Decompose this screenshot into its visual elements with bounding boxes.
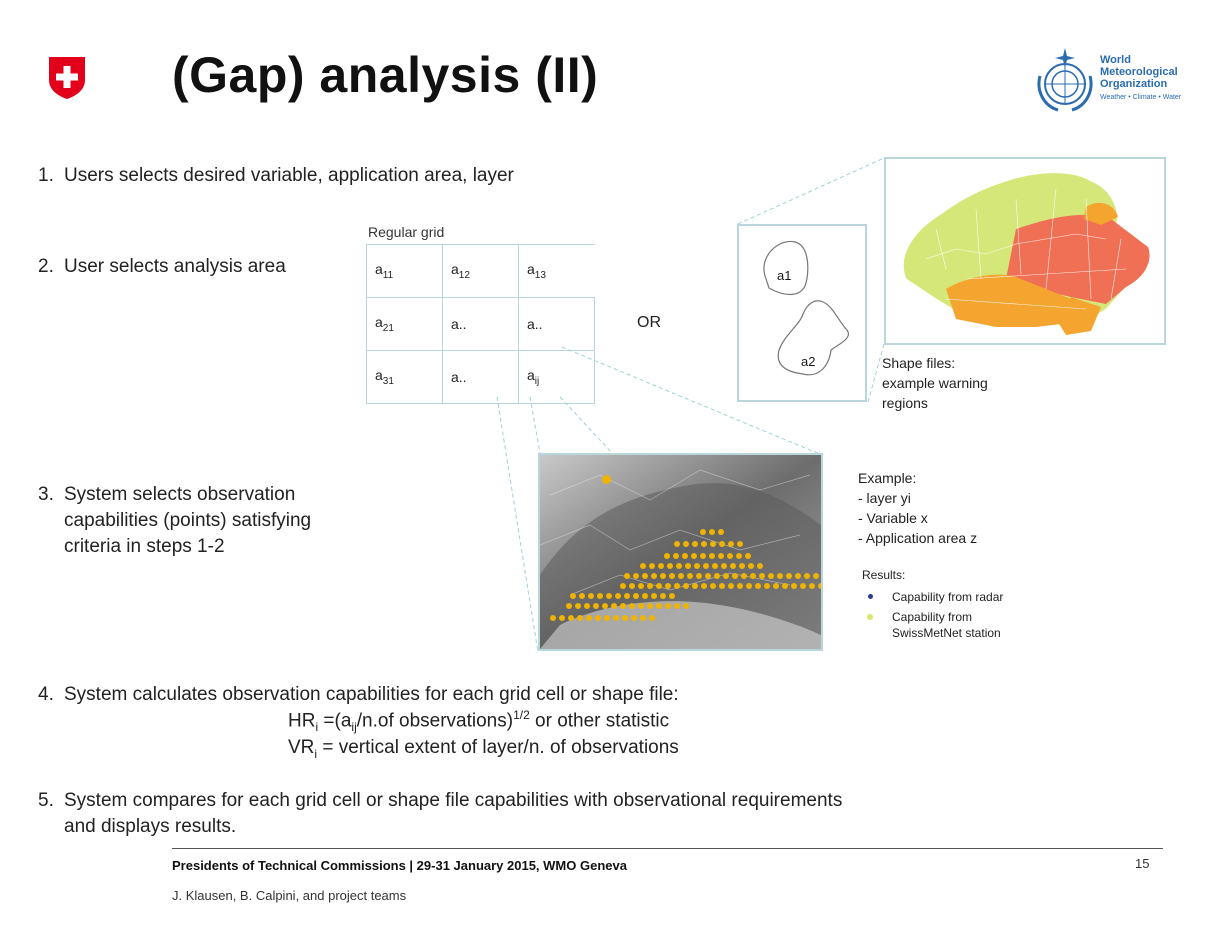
wmo-name-line1: World	[1100, 54, 1131, 66]
capability-dot	[685, 563, 691, 569]
grid-cell-a31: $a_{31}$	[367, 351, 443, 404]
shape-label-a1: a1	[777, 268, 792, 283]
capability-dot	[714, 573, 720, 579]
capability-dot	[700, 529, 706, 535]
capability-dot	[640, 615, 646, 621]
or-label: OR	[637, 314, 661, 331]
capability-dot	[631, 615, 637, 621]
capability-dot	[795, 573, 801, 579]
capability-dot	[804, 573, 810, 579]
capability-dot	[656, 583, 662, 589]
capability-dot	[719, 541, 725, 547]
capability-dot	[737, 541, 743, 547]
capability-dot	[748, 563, 754, 569]
capability-dot	[633, 593, 639, 599]
example-block	[858, 468, 977, 548]
capability-dot	[669, 573, 675, 579]
vr-formula: $VR_i$ = vertical extent of layer/n. of observations	[288, 737, 679, 761]
capability-dot	[568, 615, 574, 621]
capability-dot	[584, 603, 590, 609]
capability-dot	[566, 603, 572, 609]
shape-outlines	[739, 226, 865, 400]
grid-cell-a21: $a_{21}$	[367, 298, 443, 351]
capability-dot	[800, 583, 806, 589]
capability-dot	[577, 615, 583, 621]
step-2-number: 2.	[38, 256, 54, 277]
capability-dot	[730, 563, 736, 569]
capability-dot	[687, 573, 693, 579]
capability-dot	[710, 541, 716, 547]
capability-dot	[768, 573, 774, 579]
capability-dot	[683, 541, 689, 547]
capability-dot	[658, 563, 664, 569]
capability-dot	[559, 615, 565, 621]
step-5-line-1: System compares for each grid cell or shape file capabilities with observational requirements	[64, 790, 843, 811]
step-2-text: User selects analysis area	[64, 256, 286, 277]
caption-line-1: Shape files:	[882, 355, 956, 371]
capability-dot	[682, 553, 688, 559]
grid-cell-a13: $a_{13}$	[519, 245, 595, 298]
capability-dot	[651, 593, 657, 599]
capability-dot	[759, 573, 765, 579]
step-3-line-1: System selects observation	[64, 484, 296, 505]
capability-dot	[692, 541, 698, 547]
capability-dot	[588, 593, 594, 599]
capability-dot	[701, 541, 707, 547]
capability-dot	[694, 563, 700, 569]
page-number: 15	[1135, 856, 1150, 871]
grid-cell-a12: $a_{12}$	[443, 245, 519, 298]
capability-dot	[818, 583, 823, 589]
capability-dot	[736, 553, 742, 559]
capability-dot	[709, 553, 715, 559]
grid-cell-a11: $a_{11}$	[367, 245, 443, 298]
capability-dot	[649, 615, 655, 621]
capability-dot	[624, 573, 630, 579]
capability-dot	[570, 593, 576, 599]
capability-dot	[705, 573, 711, 579]
capability-dot	[660, 593, 666, 599]
capability-dot	[638, 583, 644, 589]
capability-dot	[718, 529, 724, 535]
capability-dot	[700, 553, 706, 559]
capability-dot	[602, 475, 611, 484]
grid-cell-a23: a..	[519, 298, 595, 351]
step-4	[38, 682, 679, 708]
capability-dot	[709, 529, 715, 535]
capability-dot	[664, 553, 670, 559]
shape-area-box	[737, 224, 867, 402]
shape-label-a2: a2	[801, 354, 816, 369]
results-legend	[862, 567, 1062, 641]
capability-dot	[633, 573, 639, 579]
capability-dot	[728, 583, 734, 589]
grid-cell-a22: a..	[443, 298, 519, 351]
capability-dot	[813, 573, 819, 579]
capability-dot	[712, 563, 718, 569]
footer-divider	[172, 848, 1163, 849]
capability-dot	[602, 603, 608, 609]
step-3-line-2: capabilities (points) satisfying	[64, 510, 312, 531]
capability-dot	[615, 593, 621, 599]
capability-dot	[683, 583, 689, 589]
capability-dot	[696, 573, 702, 579]
step-5	[38, 788, 842, 840]
example-item-layer: - layer yi	[858, 490, 911, 506]
capability-dot	[691, 553, 697, 559]
capability-dot	[728, 541, 734, 547]
shape-files-caption	[882, 353, 988, 413]
grid-cell-a32: a..	[443, 351, 519, 404]
grid-cell-aij: $a_{ij}$	[519, 351, 595, 404]
capability-dot	[737, 583, 743, 589]
capability-dot	[638, 603, 644, 609]
capability-dot	[651, 573, 657, 579]
caption-line-3: regions	[882, 395, 928, 411]
capability-dot	[755, 583, 761, 589]
capability-dot	[703, 563, 709, 569]
capability-dot	[674, 583, 680, 589]
capability-dot	[678, 573, 684, 579]
step-3-number: 3.	[38, 484, 54, 505]
example-item-variable: - Variable x	[858, 510, 928, 526]
legend-item-station	[862, 609, 1062, 641]
capability-dot	[640, 563, 646, 569]
capability-dot	[649, 563, 655, 569]
capability-dots	[540, 455, 821, 649]
capability-dot	[786, 573, 792, 579]
capability-dot	[773, 583, 779, 589]
capability-dot	[739, 563, 745, 569]
capability-dot	[777, 573, 783, 579]
step-5-line-2: and displays results.	[64, 816, 237, 837]
capability-dot	[732, 573, 738, 579]
capability-dot	[620, 583, 626, 589]
legend-radar-label: Capability from radar	[892, 590, 1004, 604]
grid-label: Regular grid	[368, 224, 445, 240]
capability-dot	[613, 615, 619, 621]
capability-dot	[647, 583, 653, 589]
results-title: Results:	[862, 568, 906, 582]
capability-dot	[719, 583, 725, 589]
capability-dot	[718, 553, 724, 559]
capability-dot	[674, 603, 680, 609]
capability-dot	[550, 615, 556, 621]
legend-station-label-2: SwissMetNet station	[892, 626, 1001, 640]
relief-map	[538, 453, 823, 651]
wmo-name-line3: Organization	[1100, 78, 1168, 90]
step-3	[38, 482, 311, 560]
capability-dot	[745, 553, 751, 559]
capability-dot	[642, 573, 648, 579]
footer-title: Presidents of Technical Commissions | 29-31 January 2015, WMO Geneva	[172, 858, 627, 873]
capability-dot	[727, 553, 733, 559]
capability-dot	[674, 541, 680, 547]
step-4-number: 4.	[38, 684, 54, 705]
capability-dot	[660, 573, 666, 579]
capability-dot	[593, 603, 599, 609]
capability-dot	[575, 603, 581, 609]
legend-item-radar	[862, 589, 1062, 605]
capability-dot	[791, 583, 797, 589]
capability-dot	[683, 603, 689, 609]
capability-dot	[622, 615, 628, 621]
station-dot-icon	[867, 614, 873, 620]
capability-dot	[746, 583, 752, 589]
capability-dot	[764, 583, 770, 589]
capability-dot	[750, 573, 756, 579]
capability-dot	[595, 615, 601, 621]
capability-dot	[665, 603, 671, 609]
capability-dot	[604, 615, 610, 621]
capability-dot	[710, 583, 716, 589]
warning-regions-map	[884, 157, 1166, 345]
capability-dot	[669, 593, 675, 599]
capability-dot	[757, 563, 763, 569]
capability-dot	[624, 593, 630, 599]
capability-dot	[741, 573, 747, 579]
legend-station-label-1: Capability from	[892, 610, 973, 624]
hr-formula: $HR_i =(a_{ij}/n.of$ observations)$^{1/2}$ or other statistic	[288, 708, 670, 735]
caption-line-2: example warning	[882, 375, 988, 391]
capability-dot	[723, 573, 729, 579]
capability-dot	[676, 563, 682, 569]
example-title: Example:	[858, 470, 917, 486]
step-5-number: 5.	[38, 790, 54, 811]
capability-dot	[629, 583, 635, 589]
capability-dot	[629, 603, 635, 609]
capability-dot	[620, 603, 626, 609]
footer-authors: J. Klausen, B. Calpini, and project teams	[172, 888, 407, 903]
capability-dot	[701, 583, 707, 589]
capability-dot	[673, 553, 679, 559]
capability-dot	[586, 615, 592, 621]
step-1-text: Users selects desired variable, application area, layer	[64, 165, 514, 186]
capability-dot	[656, 603, 662, 609]
example-item-area: - Application area z	[858, 530, 978, 546]
wmo-tagline: Weather • Climate • Water	[1100, 94, 1182, 101]
capability-dot	[579, 593, 585, 599]
capability-dot	[782, 583, 788, 589]
capability-dot	[809, 583, 815, 589]
radar-dot-icon	[868, 594, 873, 599]
capability-dot	[606, 593, 612, 599]
capability-dot	[665, 583, 671, 589]
capability-dot	[692, 583, 698, 589]
step-3-line-3: criteria in steps 1-2	[64, 536, 225, 557]
capability-dot	[721, 563, 727, 569]
capability-dot	[611, 603, 617, 609]
slide-title: (Gap) analysis (II)	[172, 47, 599, 103]
capability-dot	[667, 563, 673, 569]
step-4-text: System calculates observation capabilities for each grid cell or shape file:	[64, 684, 679, 705]
capability-dot	[642, 593, 648, 599]
wmo-name-line2: Meteorological	[1100, 66, 1178, 78]
capability-dot	[597, 593, 603, 599]
capability-dot	[647, 603, 653, 609]
step-1-number: 1.	[38, 165, 54, 186]
